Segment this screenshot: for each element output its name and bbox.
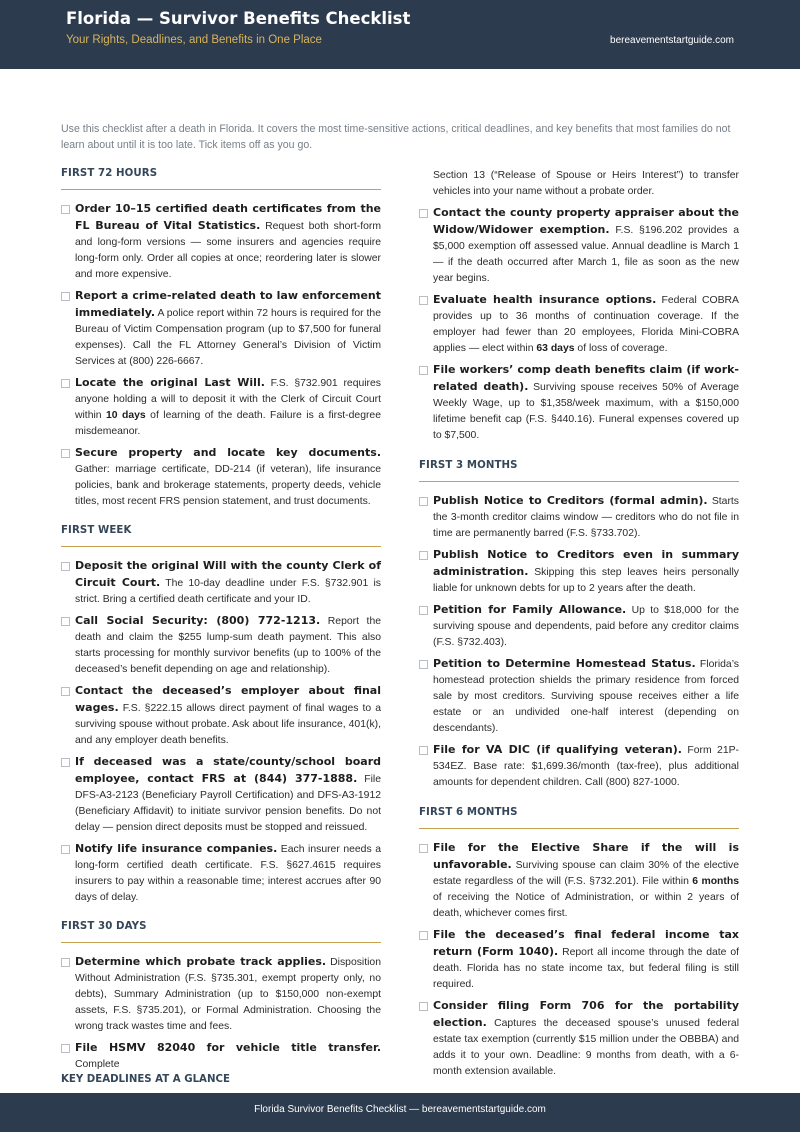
page-subtitle: Your Rights, Deadlines, and Benefits in One Place [66,34,322,46]
section-heading: FIRST 3 MONTHS [419,458,739,482]
item-title: Consider filing Form 706 for the portability election. [433,999,739,1029]
checklist-item [419,840,739,922]
checkbox[interactable] [419,931,428,940]
item-title: Petition for Family Allowance. [433,603,627,616]
item-title: If deceased was a state/county/school board employee, contact FRS at (844) 377-1888. [75,755,381,785]
item-description-end: of loss of coverage. [574,343,668,354]
item-title: Contact the county property appraiser about the Widow/Widower exemption. [433,206,739,236]
footer-bar [0,1093,800,1132]
item-description: Gather: marriage certificate, DD-214 (if veteran), life insurance policies, bank and brokerage statements, property deeds, vehicle titles, most recent FRS pension statement, and trust documents. [75,464,381,507]
item-description: Request both short-form and long-form versions — some insurers and agencies require long-form only. Order all copies at once; reordering later is slower and more expensive. [75,221,381,280]
checklist-item [61,445,381,510]
item-title: Locate the original Last Will. [75,376,265,389]
item-description: Starts the 3-month creditor claims window — creditors who do not file in time are permanently barred (F.S. §733.702). [433,496,739,539]
checkbox[interactable] [61,449,70,458]
key-deadlines-heading: KEY DEADLINES AT A GLANCE [61,1074,230,1085]
checklist-item [419,205,739,287]
item-description: Federal COBRA provides up to 36 months of continuation coverage. If the employer had fewer than 20 employees, Florida Mini-COBRA applies — elect within [433,295,739,354]
checkbox[interactable] [419,1002,428,1011]
item-title: Deposit the original Will with the county Clerk of Circuit Court. [75,559,381,589]
section-first-3-months [419,458,739,791]
page-title: Florida — Survivor Benefits Checklist [66,9,411,28]
checkbox[interactable] [61,687,70,696]
checkbox[interactable] [419,366,428,375]
checkbox[interactable] [61,1044,70,1053]
item-description: The 10-day deadline under F.S. §732.901 is strict. Bring a certified death certificate and your ID. [75,578,381,605]
item-description: A police report within 72 hours is required for the Bureau of Victim Compensation program (up to $7,500 for funeral expenses). Call the FL Attorney General’s Division of Victim Services at (800) 226-6667. [75,308,381,367]
item-description: F.S. §222.15 allows direct payment of final wages to a surviving spouse without probate. Ask about life insurance, 401(k), and any employer death benefits. [75,703,381,746]
item-title: Call Social Security: (800) 772-1213. [75,614,321,627]
checklist-item [61,375,381,440]
checklist-item [419,493,739,542]
checkbox[interactable] [61,958,70,967]
checkbox[interactable] [419,746,428,755]
footer-text: Florida Survivor Benefits Checklist — bereavementstartguide.com [254,1104,546,1115]
item-emphasis: 6 months [692,876,739,887]
header-bar [0,0,800,69]
section-heading: FIRST 30 DAYS [61,919,381,943]
section-heading: FIRST WEEK [61,523,381,547]
checklist [419,493,739,791]
item-emphasis: 10 days [106,410,146,421]
item-description: Up to $18,000 for the surviving spouse and dependents, paid before any creditor claims (F.S. §732.403). [433,605,739,648]
item-description: Disposition Without Administration (F.S. §735.301, exempt property only, no debts), Summary Administration (up to $150,000 non-exempt assets, F.S. §735.201), or Formal Administration. Choosing the wrong track wastes time and fees. [75,957,381,1032]
item-title: File HSMV 82040 for vehicle title transfer. [75,1041,381,1054]
item-description: File DFS-A3-2123 (Beneficiary Payroll Certification) and DFS-A3-1912 (Beneficiary Affidavit) to initiate survivor pension benefits. Do not delay — pension direct deposits must be stopped and reissued. [75,774,381,833]
site-url: bereavementstartguide.com [610,35,734,46]
item-title: File workers’ comp death benefits claim (if work-related death). [433,363,739,393]
checkbox[interactable] [61,845,70,854]
item-description: Complete [75,1059,120,1070]
item-title: File for VA DIC (if qualifying veteran). [433,743,682,756]
section-first-6-months [419,805,739,1080]
item-description: Florida’s homestead protection shields the primary residence from forced sale by most creditors. Surviving spouse receives either a life estate or an undivided one-half interest (depending on descendants). [433,659,740,734]
checkbox[interactable] [61,205,70,214]
section-first-30-days [61,919,381,1073]
section-heading: FIRST 72 HOURS [61,166,381,190]
item-description: Skipping this step leaves heirs personally liable for unknown debts for up to 2 years after the death. [433,567,739,594]
checklist-item [419,998,739,1080]
item-description: Form 21P-534EZ. Base rate: $1,699.36/month (tax-free), plus additional amounts for dependent children. Call (800) 827-1000. [433,745,739,788]
item-title: File the deceased’s final federal income tax return (Form 1040). [433,928,739,958]
checkbox[interactable] [419,844,428,853]
checklist [61,954,381,1073]
item-title: Secure property and locate key documents. [75,446,381,459]
item-description-end: of learning of the death. Failure is a first-degree misdemeanor. [75,410,381,437]
checklist-item [419,656,739,737]
checklist-item [419,742,739,791]
checklist [61,201,381,510]
checklist-item [61,613,381,678]
checkbox[interactable] [419,606,428,615]
item-emphasis: 63 days [536,343,575,354]
item-title: Report a crime-related death to law enforcement immediately. [75,289,381,319]
checklist-item-continuation: Section 13 (“Release of Spouse or Heirs Interest”) to transfer vehicles into your name without a probate order. [433,170,739,197]
section-heading: FIRST 6 MONTHS [419,805,739,829]
item-title: Petition to Determine Homestead Status. [433,657,696,670]
item-description: Captures the deceased spouse’s unused federal estate tax exemption (currently $15 million under the OBBBA) and adds it to your own. Deadline: 9 months from death, with a 6-month extension available. [433,1018,739,1077]
checkbox[interactable] [419,551,428,560]
checkbox[interactable] [61,379,70,388]
checklist-item [61,954,381,1035]
item-description: Surviving spouse receives 50% of Average Weekly Wage, up to $1,358/week maximum, with a $150,000 lifetime benefit cap (F.S. §440.16). Funeral expenses covered up to $7,500. [433,382,739,441]
checkbox[interactable] [61,292,70,301]
item-description: F.S. §732.901 requires anyone holding a will to deposit it with the Clerk of Circuit Court within [75,378,381,421]
section-first-72-hours [61,166,381,510]
item-title: Publish Notice to Creditors (formal admin). [433,494,708,507]
section-first-week [61,523,381,906]
intro-text: Use this checklist after a death in Florida. It covers the most time-sensitive actions, critical deadlines, and key benefits that most families do not learn about until it is too late. Tick items off as you go. [61,123,731,151]
item-title: Publish Notice to Creditors even in summary administration. [433,548,739,578]
checkbox[interactable] [419,209,428,218]
item-title: Order 10–15 certified death certificates from the FL Bureau of Vital Statistics. [75,202,381,232]
item-title: Notify life insurance companies. [75,842,278,855]
checklist-item [419,292,739,357]
checkbox[interactable] [419,497,428,506]
checklist-item [61,201,381,283]
item-description: F.S. §196.202 provides a $5,000 exemption off assessed value. Annual deadline is March 1 — if the death occurred after March 1, file as soon as the new year begins. [433,225,739,284]
checklist-item [419,547,739,597]
item-title: Evaluate health insurance options. [433,293,657,306]
item-title: Contact the deceased’s employer about final wages. [75,684,381,714]
checkbox[interactable] [61,758,70,767]
item-description-end: of receiving the Notice of Administration, or within 2 years of death, whichever comes first. [433,892,739,919]
item-title: Determine which probate track applies. [75,955,327,968]
checklist-item [419,602,739,651]
checklist-item [61,841,381,906]
checklist-item [61,754,381,836]
item-description: Report all income through the date of death. Florida has no state income tax, but federal filing is still required. [433,947,739,990]
left-column [61,166,381,1086]
checklist-item [419,362,739,444]
checklist [419,840,739,1080]
checkbox[interactable] [61,617,70,626]
checklist [419,205,739,444]
item-description: Surviving spouse can claim 30% of the elective estate regardless of the will (F.S. §732.201). File within [433,860,739,887]
checklist-item [61,683,381,749]
right-column [419,166,739,1093]
checklist-item [61,558,381,608]
checkbox[interactable] [419,660,428,669]
checkbox[interactable] [419,296,428,305]
checklist-item [61,1040,381,1073]
item-description: Each insurer needs a long-form certified death certificate. F.S. §627.4615 requires insurers to pay within a reasonable time; interest accrues after 90 days of delay. [75,844,381,903]
checkbox[interactable] [61,562,70,571]
item-description: Report the death and claim the $255 lump-sum death payment. This also starts processing for monthly survivor benefits (up to 100% of the deceased’s benefit depending on age and relationship). [75,616,381,675]
checklist-item [419,927,739,993]
checklist-item [61,288,381,370]
item-title: File for the Elective Share if the will is unfavorable. [433,841,739,871]
checklist [61,558,381,906]
